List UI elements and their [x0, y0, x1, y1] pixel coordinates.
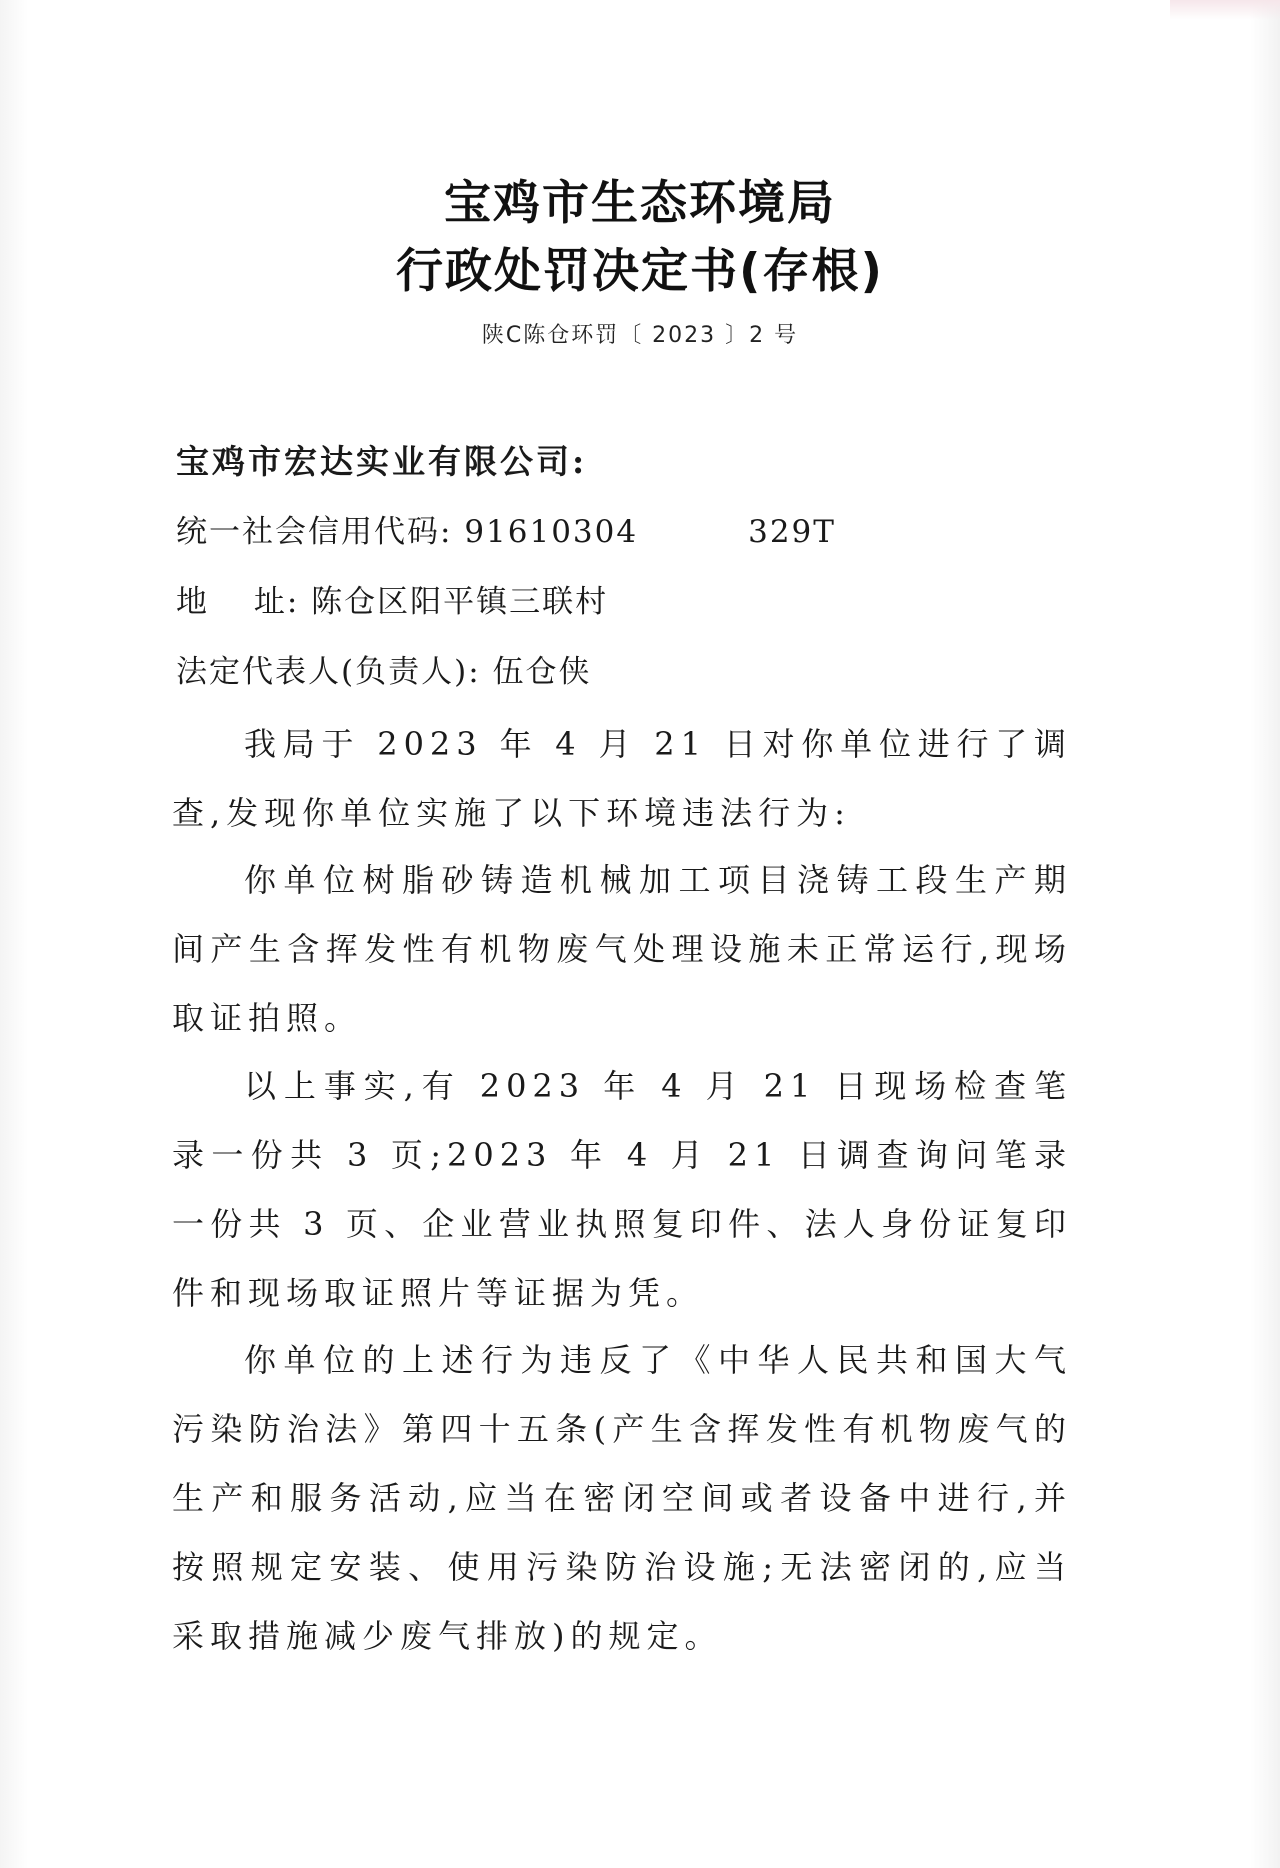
legal-rep-value: 伍仓侠 — [492, 654, 592, 690]
credit-code-label: 统一社会信用代码: — [176, 514, 453, 550]
address-value: 陈仓区阳平镇三联村 — [311, 584, 609, 620]
credit-code-value-part1: 91610304 — [464, 514, 639, 550]
paragraph-violation: 你单位树脂砂铸造机械加工项目浇铸工段生产期间产生含挥发性有机物废气处理设施未正常运行,现场取证拍照。 — [172, 861, 1072, 1037]
addressee: 宝鸡市宏达实业有限公司: — [176, 442, 588, 481]
document-title: 行政处罚决定书(存根) — [396, 244, 884, 299]
document-number: 陕C陈仓环罚〔 2023 〕2 号 — [481, 323, 799, 348]
agency-title: 宝鸡市生态环境局 — [444, 176, 836, 231]
paragraph-legal-basis: 你单位的上述行为违反了《中华人民共和国大气污染防治法》第四十五条(产生含挥发性有机物废气的生产和服务活动,应当在密闭空间或者设备中进行,并按照规定安装、使用污染防治设施;无法密闭的,应当采取措施减少废气排放)的规定。 — [172, 1341, 1072, 1655]
paragraph-investigation: 我局于 2023 年 4 月 21 日对你单位进行了调查,发现你单位实施了以下环境违法行为: — [172, 725, 1072, 832]
credit-code-line — [176, 506, 836, 551]
legal-rep-label: 法定代表人(负责人): — [176, 654, 481, 690]
legal-rep-line — [176, 646, 592, 691]
credit-code-value-part2: 329T — [748, 514, 836, 550]
paragraph-evidence: 以上事实,有 2023 年 4 月 21 日现场检查笔录一份共 3 页;2023 年 4 月 21 日调查询问笔录一份共 3 页、企业营业执照复印件、法人身份证复印件和现场取证照片等证据为凭。 — [172, 1067, 1072, 1312]
address-line — [176, 576, 608, 621]
paper-edge-mark — [1170, 0, 1280, 20]
address-label: 地 址: — [176, 584, 300, 620]
